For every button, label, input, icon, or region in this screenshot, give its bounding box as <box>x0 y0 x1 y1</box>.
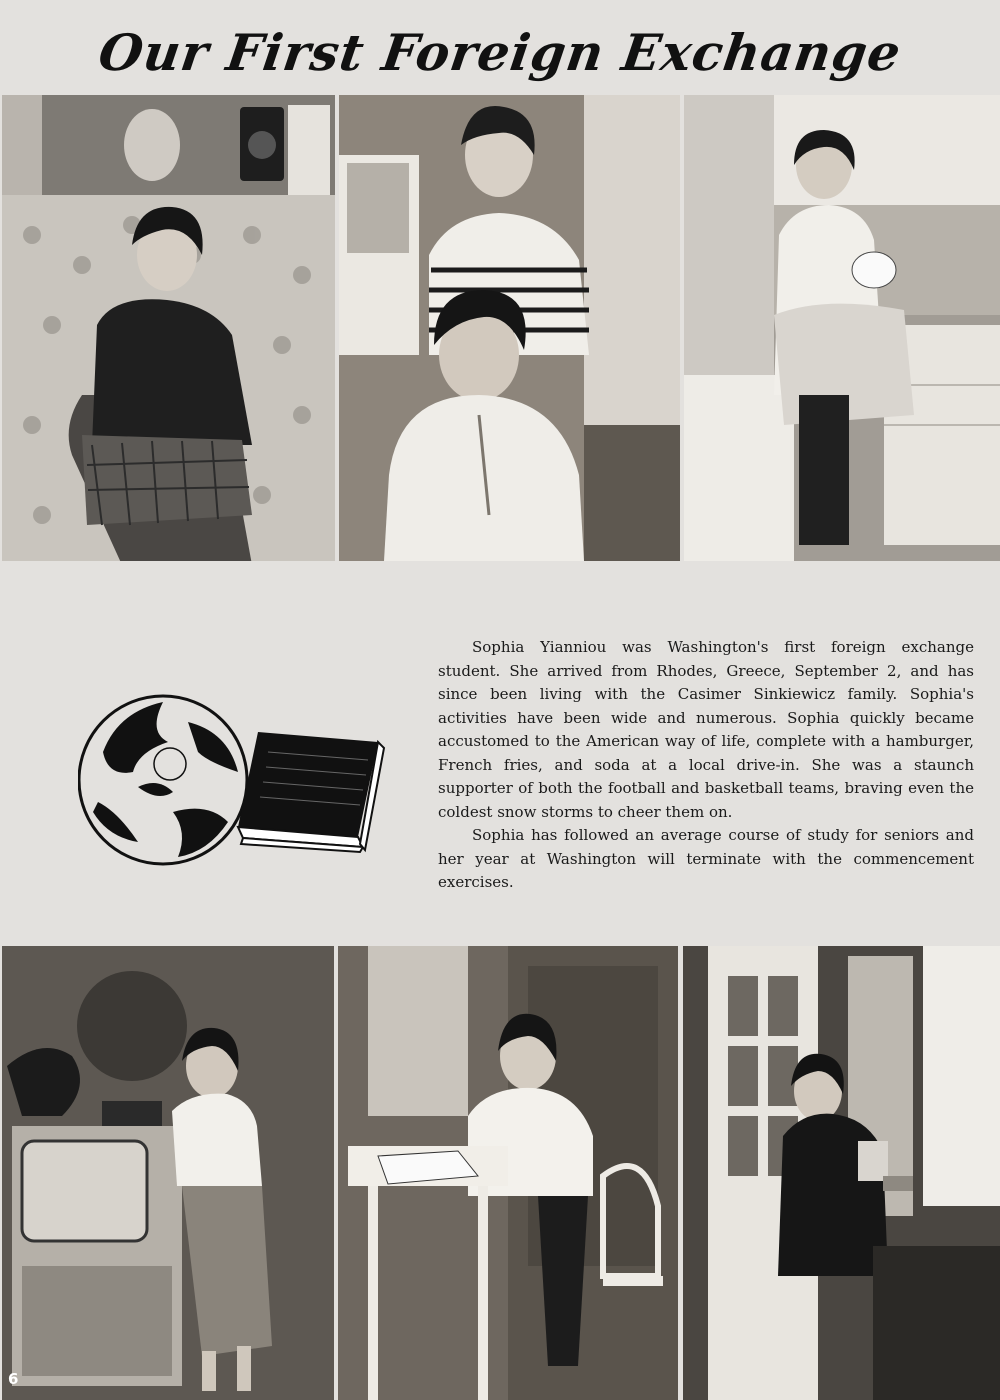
photo-doorway <box>683 946 1000 1400</box>
photo-telephone <box>2 95 335 561</box>
photo-television <box>2 946 334 1400</box>
photo-studying <box>338 946 678 1400</box>
article-paragraph: Sophia has followed an average course of study for seniors and her year at Washington will terminate with the commencement exercises. <box>438 826 974 891</box>
photo-hair-styling <box>339 95 680 561</box>
page-number: 6 <box>8 1370 19 1388</box>
globe-and-book-icon <box>78 692 388 872</box>
page-title: Our First Foreign Exchange <box>95 23 905 82</box>
article-body <box>438 636 974 895</box>
article-paragraph: Sophia Yianniou was Washington's first foreign exchange student. She arrived from Rhodes, Greece, September 2, and has since been living with the Casimer Sinkiewicz family. Sophia's activities have been wide and numerous. Sophia quickly became accustomed to the American way of life, complete with a hamburger, French fries, and soda at a local drive-in. She was a staunch supporter of both the football and basketball teams, braving even the coldest snow storms to cheer them on. <box>438 638 974 821</box>
photo-drying-dishes <box>684 95 1000 561</box>
